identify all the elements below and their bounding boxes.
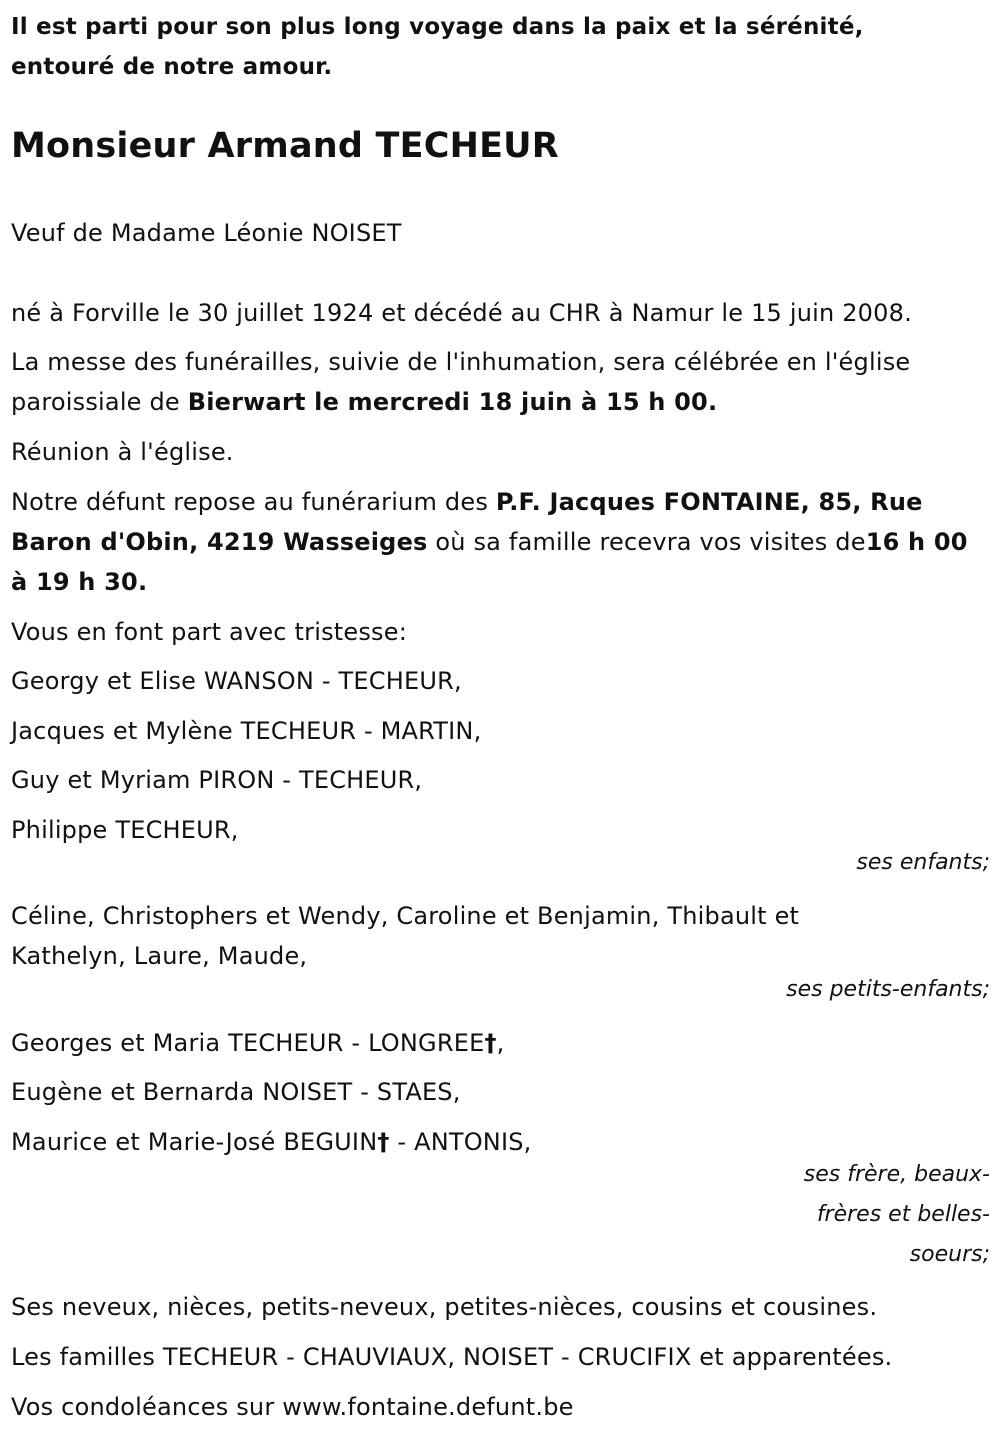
sibling-suffix: , xyxy=(496,1029,505,1057)
sibling-entry xyxy=(11,1023,990,1063)
meeting-line: Réunion à l'église. xyxy=(11,438,234,466)
grandchildren-line-2: Kathelyn, Laure, Maude, xyxy=(11,942,308,970)
mass-line-1: La messe des funérailles, suivie de l'inhumation, sera célébrée en l'église xyxy=(11,348,911,376)
condolences-line: Vos condoléances sur www.fontaine.defunt.be xyxy=(11,1393,574,1421)
mass-line-2-prefix: paroissiale de xyxy=(11,388,188,416)
families-line: Les familles TECHEUR - CHAUVIAUX, NOISET - CRUCIFIX et apparentées. xyxy=(11,1343,893,1371)
sibling-name: Georges et Maria TECHEUR - LONGREE xyxy=(11,1029,485,1057)
birth-death-line: né à Forville le 30 juillet 1924 et décédé au CHR à Namur le 15 juin 2008. xyxy=(11,299,912,327)
visit-end-time: à 19 h 30. xyxy=(11,568,148,596)
repose-line-2 xyxy=(11,522,990,562)
cross-icon: † xyxy=(484,1029,497,1057)
repose-line-2-mid: où sa famille recevra vos visites de xyxy=(427,528,866,556)
repose-line-1 xyxy=(11,482,990,522)
funeral-home-address: Baron d'Obin, 4219 Wasseiges xyxy=(11,528,428,556)
grandchildren-label: ses petits-enfants; xyxy=(786,977,990,1002)
sibling-suffix: - ANTONIS, xyxy=(389,1128,532,1156)
sibling-entry: Eugène et Bernarda NOISET - STAES, xyxy=(11,1078,461,1106)
widower-line: Veuf de Madame Léonie NOISET xyxy=(11,219,402,247)
cross-icon: † xyxy=(377,1128,390,1156)
child-entry: Georgy et Elise WANSON - TECHEUR, xyxy=(11,667,462,695)
intro-line-1: Il est parti pour son plus long voyage dans la paix et la sérénité, xyxy=(11,14,864,40)
child-entry: Jacques et Mylène TECHEUR - MARTIN, xyxy=(11,717,482,745)
extended-family-line: Ses neveux, nièces, petits-neveux, petites-nièces, cousins et cousines. xyxy=(11,1293,878,1321)
siblings-label-line-1: ses frère, beaux- xyxy=(803,1162,990,1187)
deceased-name: Monsieur Armand TECHEUR xyxy=(11,126,559,166)
sibling-name: Maurice et Marie-José BEGUIN xyxy=(11,1128,378,1156)
announce-line: Vous en font part avec tristesse: xyxy=(11,618,408,646)
funeral-home-name: P.F. Jacques FONTAINE, 85, Rue xyxy=(495,488,923,516)
mass-date-time: Bierwart le mercredi 18 juin à 15 h 00. xyxy=(187,388,718,416)
children-label: ses enfants; xyxy=(856,850,990,875)
grandchildren-line-1: Céline, Christophers et Wendy, Caroline et Benjamin, Thibault et xyxy=(11,902,800,930)
mass-line-2 xyxy=(11,382,990,422)
child-entry: Guy et Myriam PIRON - TECHEUR, xyxy=(11,766,423,794)
visit-start-time: 16 h 00 xyxy=(865,528,968,556)
intro-line-2: entouré de notre amour. xyxy=(11,54,333,80)
child-entry: Philippe TECHEUR, xyxy=(11,816,239,844)
repose-line-1-prefix: Notre défunt repose au funérarium des xyxy=(11,488,496,516)
siblings-label-line-3: soeurs; xyxy=(909,1242,990,1267)
siblings-label-line-2: frères et belles- xyxy=(816,1202,990,1227)
